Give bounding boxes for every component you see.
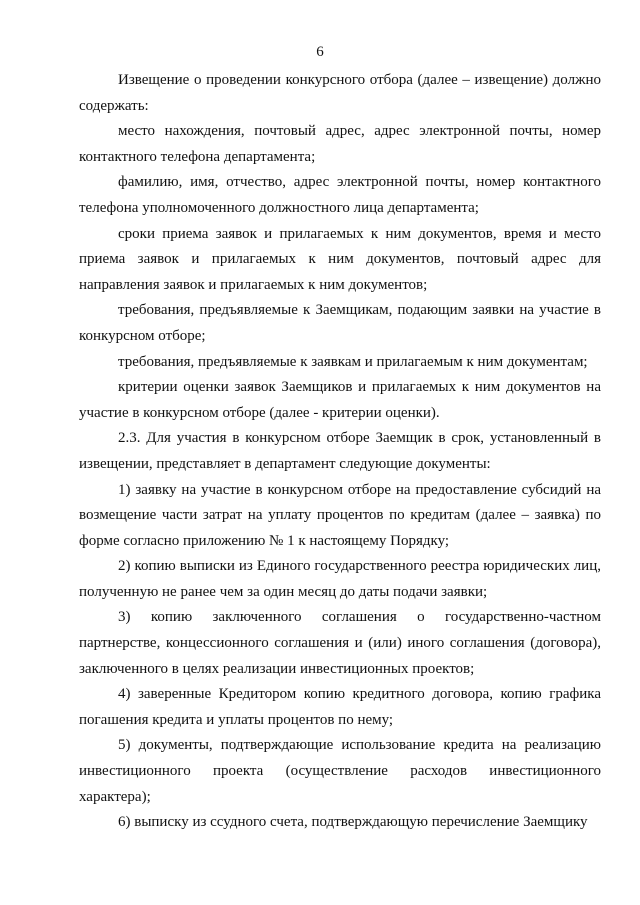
paragraph-application-deadlines: сроки приема заявок и прилагаемых к ним документов, время и место приема заявок и прилагаемых к ним документов, почтовый адрес для направления заявок и прилагаемых к ним документов; — [79, 225, 601, 293]
list-item-4-credit-agreement: 4) заверенные Кредитором копию кредитного договора, копию графика погашения кредита и уплаты процентов по нему; — [79, 686, 601, 728]
paragraph-department-location: место нахождения, почтовый адрес, адрес электронной почты, номер контактного телефона департамента; — [79, 123, 601, 165]
list-item-3-partnership-agreement: 3) копию заключенного соглашения о государственно-частном партнерстве, концессионного соглашения и (или) иного соглашения (договора), заключенного в целях реализации инвестиционных проектов; — [79, 609, 601, 677]
document-body — [79, 68, 601, 836]
list-item-1-application: 1) заявку на участие в конкурсном отборе на предоставление субсидий на возмещение части затрат на уплату процентов по кредитам (далее – заявка) по форме согласно приложению № 1 к настоящему Порядку; — [79, 481, 601, 549]
list-item-6-loan-account-statement: 6) выписку из ссудного счета, подтверждающую перечисление Заемщику — [118, 814, 588, 831]
paragraph-section-2-3: 2.3. Для участия в конкурсном отборе Заемщик в срок, установленный в извещении, представляет в департамент следующие документы: — [79, 430, 601, 472]
paragraph-borrower-requirements: требования, предъявляемые к Заемщикам, подающим заявки на участие в конкурсном отборе; — [79, 302, 601, 344]
list-item-5-credit-usage-documents: 5) документы, подтверждающие использование кредита на реализацию инвестиционного проекта (осуществление расходов инвестиционного характера); — [79, 737, 601, 805]
paragraph-evaluation-criteria: критерии оценки заявок Заемщиков и прилагаемых к ним документов на участие в конкурсном отборе (далее - критерии оценки). — [79, 379, 601, 421]
page-number: 6 — [316, 44, 324, 60]
list-item-2-registry-extract: 2) копию выписки из Единого государственного реестра юридических лиц, полученную не ранее чем за один месяц до даты подачи заявки; — [79, 558, 601, 600]
paragraph-notice-intro: Извещение о проведении конкурсного отбора (далее – извещение) должно содержать: — [79, 72, 601, 114]
paragraph-official-contact: фамилию, имя, отчество, адрес электронной почты, номер контактного телефона уполномоченного должностного лица департамента; — [79, 174, 601, 216]
paragraph-application-requirements: требования, предъявляемые к заявкам и прилагаемым к ним документам; — [118, 353, 588, 370]
